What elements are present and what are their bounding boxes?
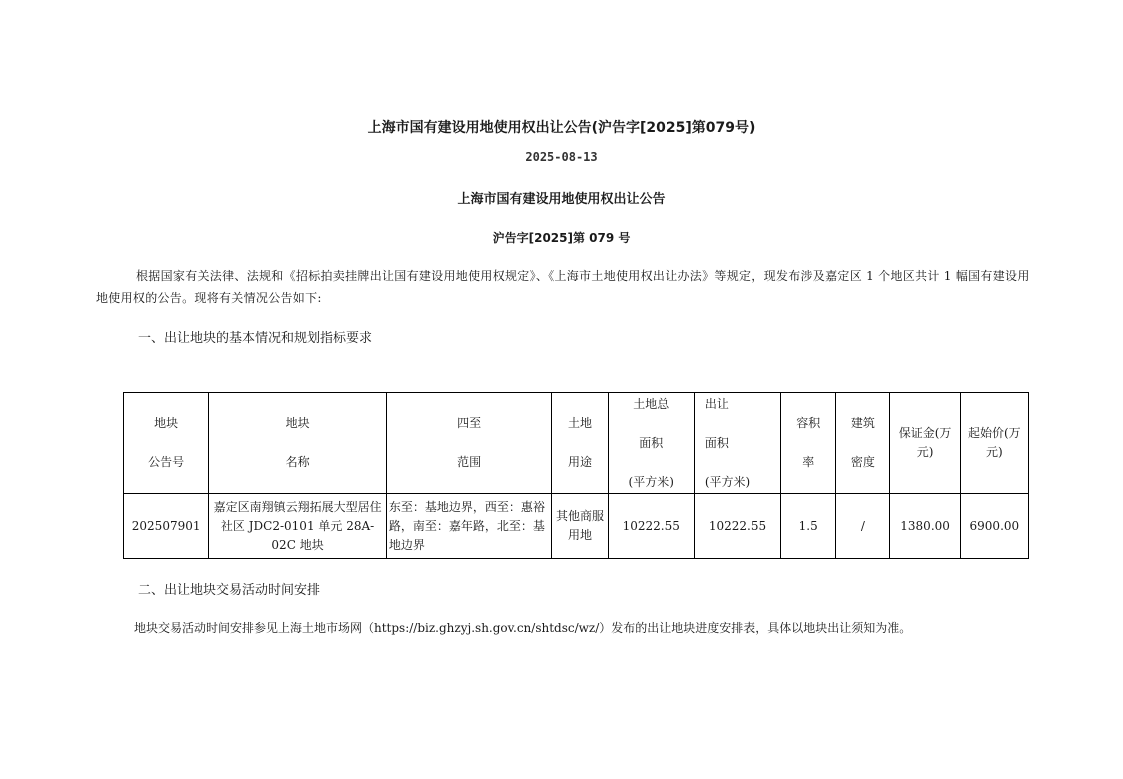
cell-boundaries: 东至：基地边界，西至：惠裕路，南至：嘉年路，北至：基地边界 (386, 494, 552, 559)
col-header-total-area: 土地总 面积 (平方米) (608, 393, 694, 494)
cell-far: 1.5 (781, 494, 836, 559)
announcement-heading: 上海市国有建设用地使用权出让公告 (457, 192, 666, 207)
intro-paragraph: 根据国家有关法律、法规和《招标拍卖挂牌出让国有建设用地使用权规定》、《上海市土地使用权出让办法》等规定，现发布涉及嘉定区 1 个地区共计 1 幅国有建设用地使用权的公告。现将有关情况公告如下: (96, 269, 1030, 305)
cell-land-use: 其他商服用地 (552, 494, 608, 559)
section-heading-schedule: 二、出让地块交易活动时间安排 (138, 583, 321, 598)
table-header-row (124, 393, 1029, 494)
section-heading-basic-info: 一、出让地块的基本情况和规划指标要求 (138, 331, 373, 346)
publish-date: 2025-08-13 (525, 150, 598, 164)
cell-deposit: 1380.00 (890, 494, 960, 559)
document-number: 沪告字[2025]第 079 号 (492, 231, 631, 245)
col-header-deposit: 保证金(万元) (890, 393, 960, 494)
cell-parcel-name: 嘉定区南翔镇云翔拓展大型居住社区 JDC2-0101 单元 28A-02C 地块 (209, 494, 387, 559)
cell-total-area: 10222.55 (608, 494, 694, 559)
col-header-land-use: 土地 用途 (552, 393, 608, 494)
col-header-density: 建筑 密度 (836, 393, 890, 494)
cell-density: / (836, 494, 890, 559)
col-header-boundaries: 四至 范围 (386, 393, 552, 494)
cell-transfer-area: 10222.55 (694, 494, 780, 559)
land-parcel-table (123, 392, 1029, 559)
cell-parcel-id: 202507901 (124, 494, 209, 559)
cell-start-price: 6900.00 (960, 494, 1028, 559)
table-row (124, 494, 1029, 559)
col-header-far: 容积 率 (781, 393, 836, 494)
col-header-parcel-name: 地块 名称 (209, 393, 387, 494)
col-header-transfer-area: 出让 面积 (平方米) (694, 393, 780, 494)
schedule-paragraph: 地块交易活动时间安排参见上海土地市场网（https://biz.ghzyj.sh.gov.cn/shtdsc/wz/）发布的出让地块进度安排表，具体以地块出让须知为准。 (134, 621, 912, 635)
col-header-parcel-id: 地块 公告号 (124, 393, 209, 494)
col-header-start-price: 起始价(万元) (960, 393, 1028, 494)
page-title: 上海市国有建设用地使用权出让公告(沪告字[2025]第079号) (367, 120, 756, 136)
